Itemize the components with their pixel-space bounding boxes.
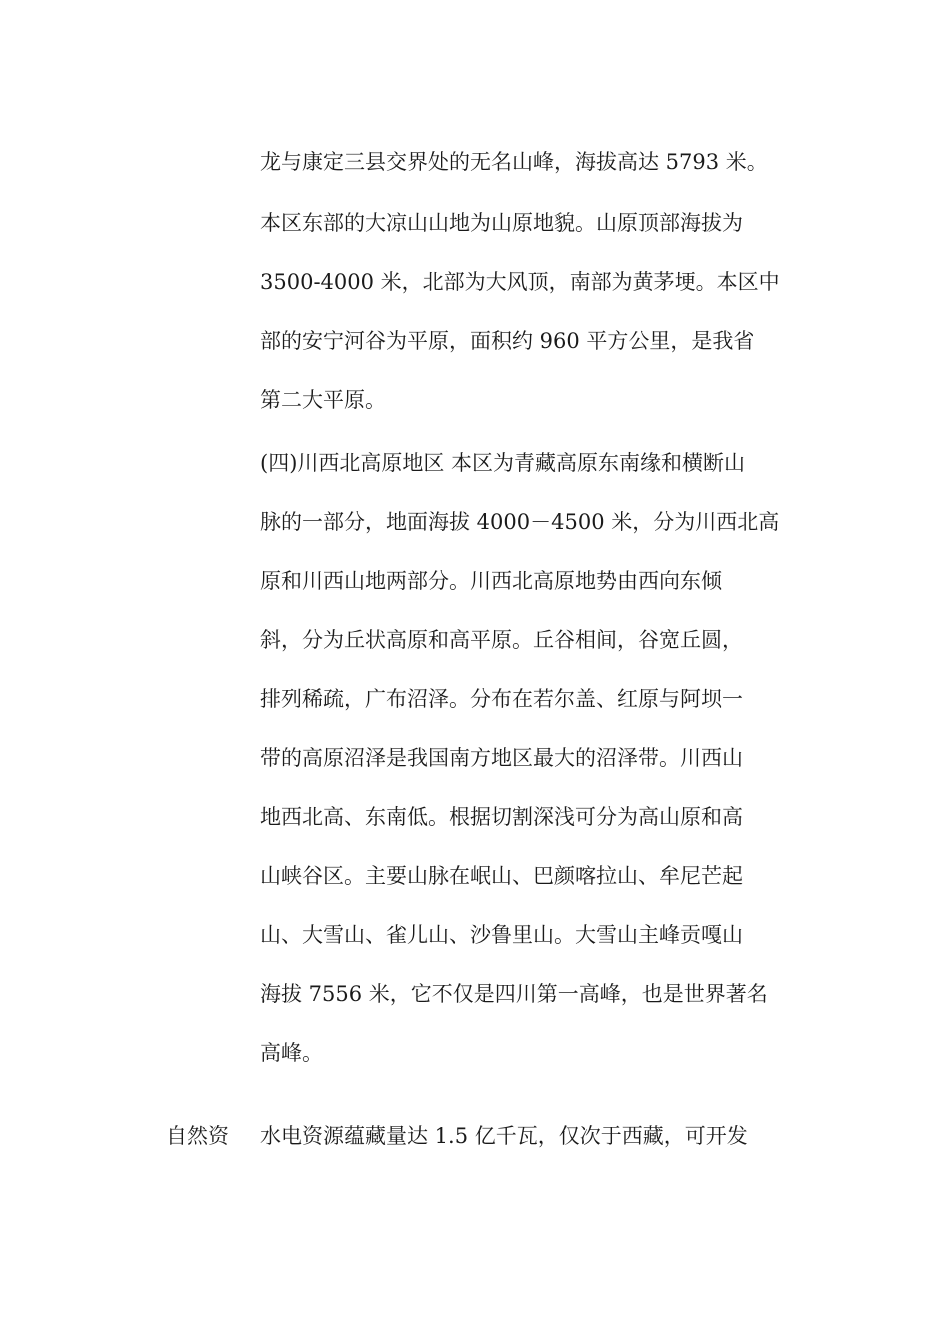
text-line: 山峡谷区。主要山脉在岷山、巴颜喀拉山、牟尼芒起	[260, 864, 743, 888]
text-line: 第二大平原。	[260, 388, 386, 412]
section-first-line: 水电资源蕴藏量达 1.5 亿千瓦，仅次于西藏，可开发	[260, 1124, 748, 1148]
text-line: 斜，分为丘状高原和高平原。丘谷相间，谷宽丘圆，	[260, 628, 743, 652]
section-label: 自然资	[166, 1124, 229, 1148]
text-line: 带的高原沼泽是我国南方地区最大的沼泽带。川西山	[260, 746, 743, 770]
section-heading-line: (四)川西北高原地区 本区为青藏高原东南缘和横断山	[260, 451, 746, 475]
text-line: 3500-4000 米，北部为大风顶，南部为黄茅埂。本区中	[260, 270, 780, 294]
text-line: 部的安宁河谷为平原，面积约 960 平方公里，是我省	[260, 329, 755, 353]
text-line: 龙与康定三县交界处的无名山峰，海拔高达 5793 米。	[260, 150, 768, 174]
text-line: 排列稀疏，广布沼泽。分布在若尔盖、红原与阿坝一	[260, 687, 743, 711]
text-line: 地西北高、东南低。根据切割深浅可分为高山原和高	[260, 805, 743, 829]
text-line: 原和川西山地两部分。川西北高原地势由西向东倾	[260, 569, 722, 593]
text-line: 本区东部的大凉山山地为山原地貌。山原顶部海拔为	[260, 211, 743, 235]
text-line: 高峰。	[260, 1041, 323, 1065]
text-line: 脉的一部分，地面海拔 4000－4500 米，分为川西北高	[260, 510, 780, 534]
text-line: 山、大雪山、雀儿山、沙鲁里山。大雪山主峰贡嘎山	[260, 923, 743, 947]
text-line: 海拔 7556 米，它不仅是四川第一高峰，也是世界著名	[260, 982, 768, 1006]
